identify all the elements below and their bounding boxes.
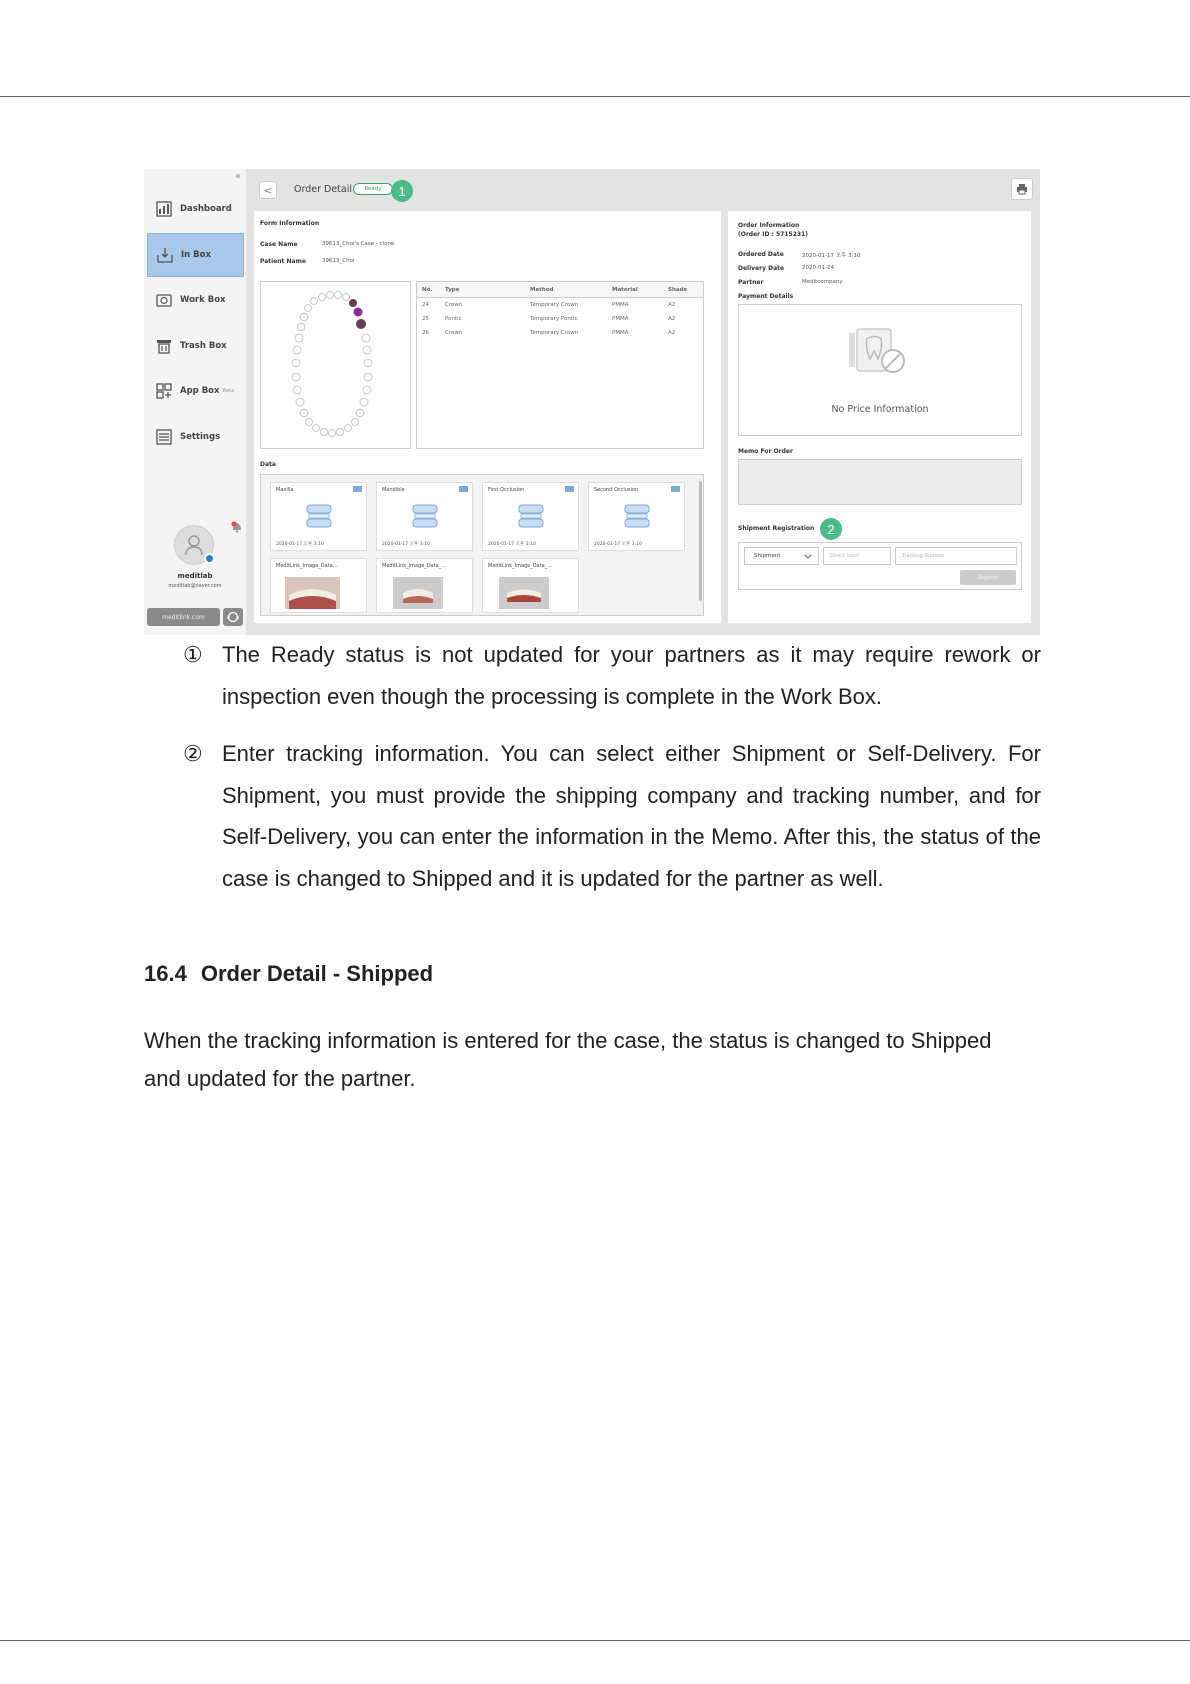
cell-no: 25 bbox=[422, 316, 429, 322]
shipping-company-input[interactable]: Direct Input bbox=[823, 547, 891, 565]
support-icon bbox=[227, 611, 239, 623]
workbox-icon bbox=[156, 292, 172, 308]
table-row[interactable] bbox=[417, 326, 703, 340]
order-detail-screenshot bbox=[144, 169, 1040, 635]
printer-icon bbox=[1016, 183, 1028, 195]
settings-icon bbox=[156, 429, 172, 445]
cell-method: Temporary Pontic bbox=[530, 316, 578, 322]
image-card[interactable] bbox=[376, 558, 473, 613]
sidebar-item-dashboard[interactable] bbox=[147, 187, 244, 231]
cell-type: Pontic bbox=[445, 316, 462, 322]
list-marker: ① bbox=[183, 642, 203, 667]
image-card[interactable] bbox=[270, 558, 367, 613]
print-button[interactable] bbox=[1011, 178, 1033, 200]
sidebar bbox=[144, 169, 246, 635]
dental-arch-icon bbox=[261, 282, 412, 450]
form-section-title: Form Information bbox=[260, 220, 320, 227]
header-rule bbox=[0, 96, 1190, 97]
col-method: Method bbox=[530, 286, 554, 293]
section-number: 16.4 bbox=[144, 961, 187, 986]
callout-note-2 bbox=[183, 733, 1041, 899]
cell-material: PMMA bbox=[612, 302, 629, 308]
collapse-sidebar-button[interactable]: « bbox=[235, 171, 242, 182]
scan-model-icon bbox=[410, 501, 440, 531]
partner-value: Meditcompany bbox=[802, 279, 843, 285]
footer-rule bbox=[0, 1640, 1190, 1641]
scan-card-label: Maxilla bbox=[276, 487, 294, 493]
shipment-method-value: Shipment bbox=[754, 553, 781, 559]
ordered-date-value: 2020-01-17 오후 3:10 bbox=[802, 253, 861, 259]
patient-name-value: 39613_Choi bbox=[322, 258, 355, 264]
user-icon bbox=[184, 534, 204, 556]
expand-icon[interactable] bbox=[459, 486, 468, 492]
sidebar-item-appbox[interactable] bbox=[147, 369, 244, 413]
payment-details-box bbox=[738, 304, 1022, 436]
sidebar-item-workbox[interactable] bbox=[147, 278, 244, 322]
order-information-panel bbox=[728, 211, 1031, 623]
cell-material: PMMA bbox=[612, 330, 629, 336]
cell-shade: A2 bbox=[668, 302, 676, 308]
section-title: Order Detail - Shipped bbox=[200, 961, 434, 986]
scan-card-date: 2020-01-17 오후 3:10 bbox=[488, 542, 536, 547]
expand-icon[interactable] bbox=[353, 486, 362, 492]
data-files-area bbox=[260, 474, 704, 616]
dental-photo-icon bbox=[499, 577, 549, 609]
scan-model-icon bbox=[622, 501, 652, 531]
scan-model-icon bbox=[304, 501, 334, 531]
scan-model-icon bbox=[516, 501, 546, 531]
cell-shade: A2 bbox=[668, 330, 676, 336]
callout-badge-1: 1 bbox=[391, 180, 413, 202]
callout-note-1 bbox=[183, 634, 1041, 717]
note-text: The Ready status is not updated for your partners as it may require rework or inspection even though the processing is complete in the Work Box. bbox=[222, 642, 1041, 709]
scan-card-label: Mandible bbox=[382, 487, 405, 493]
section-heading bbox=[144, 961, 433, 987]
body-paragraph: When the tracking information is entered for the case, the status is changed to Shipped and updated for the partner. bbox=[144, 1028, 992, 1091]
appbox-icon bbox=[156, 383, 172, 399]
register-button[interactable]: Register bbox=[960, 570, 1016, 585]
cell-shade: A2 bbox=[668, 316, 676, 322]
tooth-table bbox=[416, 281, 704, 449]
note-text: Enter tracking information. You can select either Shipment or Self-Delivery. For Shipment, you must provide the shipping company and tracking number, and for Self-Delivery, you can enter the information in the Memo. After this, the status of the case is changed to Shipped and it is updated for the partner as well. bbox=[222, 741, 1041, 891]
user-email: meditlab@naver.com bbox=[168, 583, 222, 589]
scrollbar[interactable] bbox=[699, 481, 702, 601]
scan-card-first-occlusion[interactable] bbox=[482, 482, 579, 551]
col-material: Material bbox=[612, 286, 638, 293]
sidebar-item-label: App Box bbox=[180, 386, 220, 396]
case-name-value: 39613_Choi's Case - clone bbox=[322, 241, 395, 247]
scan-card-maxilla[interactable] bbox=[270, 482, 367, 551]
expand-icon[interactable] bbox=[565, 486, 574, 492]
cell-type: Crown bbox=[445, 330, 463, 336]
sidebar-item-label: In Box bbox=[181, 250, 211, 260]
beta-label: Beta bbox=[222, 388, 235, 394]
cell-method: Temporary Crown bbox=[530, 330, 579, 336]
form-information-panel bbox=[254, 211, 721, 623]
sidebar-item-inbox[interactable] bbox=[147, 233, 244, 277]
memo-label: Memo For Order bbox=[738, 448, 793, 455]
col-no: No. bbox=[422, 286, 433, 293]
ordered-date-label: Ordered Date bbox=[738, 251, 784, 258]
image-card-label: MeditLink_Image_Data_... bbox=[488, 563, 553, 569]
data-section-title: Data bbox=[260, 461, 276, 468]
scan-card-date: 2020-01-17 오후 3:10 bbox=[594, 542, 642, 547]
expand-icon[interactable] bbox=[671, 486, 680, 492]
cell-type: Crown bbox=[445, 302, 463, 308]
patient-name-label: Patient Name bbox=[260, 258, 306, 265]
trash-icon bbox=[156, 338, 172, 354]
status-badge: Ready bbox=[353, 183, 393, 195]
callout-badge-2: 2 bbox=[820, 518, 842, 540]
scan-card-second-occlusion[interactable] bbox=[588, 482, 685, 551]
delivery-date-value: 2020-01-24 bbox=[802, 265, 834, 271]
scan-card-label: First Occlusion bbox=[488, 487, 525, 493]
memo-field[interactable] bbox=[738, 459, 1022, 505]
table-header bbox=[417, 282, 703, 298]
order-info-title: Order Information bbox=[738, 222, 800, 229]
scan-card-date: 2020-01-17 오후 3:10 bbox=[276, 542, 324, 547]
image-card-label: MeditLink_Image_Data_... bbox=[382, 563, 447, 569]
notification-bell-icon[interactable] bbox=[231, 521, 243, 533]
cell-method: Temporary Crown bbox=[530, 302, 579, 308]
list-marker: ② bbox=[183, 741, 203, 766]
cell-no: 26 bbox=[422, 330, 429, 336]
meditlink-site-button[interactable]: meditlink.com bbox=[147, 608, 220, 626]
shipment-registration-label: Shipment Registration bbox=[738, 525, 815, 532]
sidebar-item-label: Settings bbox=[180, 432, 221, 442]
back-button[interactable]: < bbox=[259, 181, 277, 199]
col-shade: Shade bbox=[668, 286, 688, 293]
no-price-icon bbox=[843, 325, 909, 377]
cell-no: 24 bbox=[422, 302, 429, 308]
payment-details-label: Payment Details bbox=[738, 293, 794, 300]
chevron-down-icon bbox=[804, 554, 812, 559]
order-id: (Order ID : 5715231) bbox=[738, 231, 808, 238]
sidebar-item-settings[interactable] bbox=[147, 415, 244, 459]
inbox-icon bbox=[157, 247, 173, 263]
dashboard-icon bbox=[156, 201, 172, 217]
image-card[interactable] bbox=[482, 558, 579, 613]
delivery-date-label: Delivery Date bbox=[738, 265, 785, 272]
table-row[interactable] bbox=[417, 312, 703, 326]
shipment-form bbox=[738, 542, 1022, 590]
col-type: Type bbox=[445, 286, 460, 293]
help-button[interactable] bbox=[223, 608, 243, 626]
dental-photo-icon bbox=[393, 577, 443, 609]
sidebar-item-label: Work Box bbox=[180, 295, 226, 305]
cell-material: PMMA bbox=[612, 316, 629, 322]
tracking-number-input[interactable]: Tracking Number bbox=[895, 547, 1017, 565]
case-name-label: Case Name bbox=[260, 241, 298, 248]
scan-card-mandible[interactable] bbox=[376, 482, 473, 551]
sidebar-item-label: Dashboard bbox=[180, 204, 232, 214]
sidebar-item-trash[interactable] bbox=[147, 324, 244, 368]
page-title: Order Detail bbox=[294, 184, 353, 195]
dental-photo-icon bbox=[285, 577, 340, 609]
user-name: meditlab bbox=[177, 572, 213, 580]
image-card-label: MeditLink_Image_Data... bbox=[276, 563, 338, 569]
table-row[interactable] bbox=[417, 298, 703, 312]
shipment-method-select[interactable] bbox=[744, 547, 819, 565]
sidebar-item-label: Trash Box bbox=[180, 341, 227, 351]
partner-label: Partner bbox=[738, 279, 764, 286]
tooth-chart[interactable] bbox=[260, 281, 411, 449]
scan-card-date: 2020-01-17 오후 3:10 bbox=[382, 542, 430, 547]
scan-card-label: Second Occlusion bbox=[594, 487, 639, 493]
avatar-settings-icon[interactable] bbox=[204, 553, 215, 564]
no-price-message: No Price Information bbox=[831, 404, 929, 415]
